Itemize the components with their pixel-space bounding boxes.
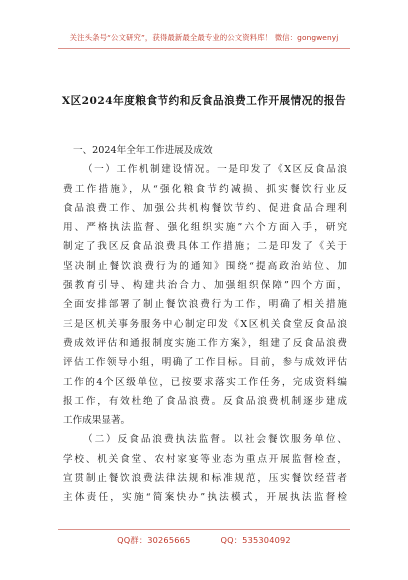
body-line: 强教育引导、构建共治合力、加强组织保障”四个方面， <box>63 280 347 292</box>
header-divider <box>58 48 350 49</box>
footer-contact <box>0 535 408 546</box>
body-line: 评估工作领导小组，明确了工作目标。目前，参与成效评估 <box>63 357 347 369</box>
body-line: 报工作，有效杜绝了食品浪费。反食品浪费机制逐步建成 <box>63 395 347 407</box>
footer-qq-group: QQ群：30265665 <box>117 535 191 545</box>
body-line: 坚决制止餐饮浪费行为的通知》围绕“提高政治站位、加 <box>63 260 347 272</box>
body-line: （二）反食品浪费执法监督。以社会餐饮服务单位、 <box>83 434 347 446</box>
body-line: 用、严格执法监督、强化组织实施”六个方面入手，研究 <box>63 222 347 234</box>
footer-divider <box>58 529 350 530</box>
body-line: 全面安排部署了制止餐饮浪费行为工作，明确了相关措施 <box>63 299 347 311</box>
body-line: 食品浪费工作、加强公共机构餐饮节约、促进食品合理利 <box>63 202 347 214</box>
section-heading: 一、2024年全年工作进展及成效 <box>73 145 213 156</box>
header-notice: 关注头条号“公文研究”，获得最新最全最专业的公文资料库！ 微信：gongwenyj <box>69 33 339 42</box>
body-line: 三是区机关事务服务中心制定印发《X区机关食堂反食品浪 <box>63 318 347 330</box>
body-line: （一）工作机制建设情况。一是印发了《X区反食品浪 <box>83 164 347 176</box>
body-line: 制定了我区反食品浪费具体工作措施；二是印发了《关于 <box>63 241 347 253</box>
body-line: 学校、机关食堂、农村家宴等业态为重点开展监督检查， <box>63 453 347 465</box>
footer-qq: QQ：535304092 <box>220 535 291 545</box>
body-line: 费工作措施》，从“强化粮食节约减损、抓实餐饮行业反 <box>63 183 347 195</box>
body-line: 宣贯制止餐饮浪费法律法规和标准规范，压实餐饮经营者 <box>63 473 347 485</box>
document-body <box>63 141 347 508</box>
body-line: 工作的4个区级单位，已按要求落实工作任务，完成资料编 <box>63 376 347 388</box>
body-line: 主体责任，实施“简案快办”执法模式，开展执法监督检 <box>63 492 347 504</box>
body-line: 工作成果显著。 <box>63 415 131 427</box>
body-line: 费成效评估和通报制度实施工作方案》，组建了反食品浪费 <box>63 337 347 349</box>
document-title: X区2024年度粮食节约和反食品浪费工作开展情况的报告 <box>61 95 347 107</box>
